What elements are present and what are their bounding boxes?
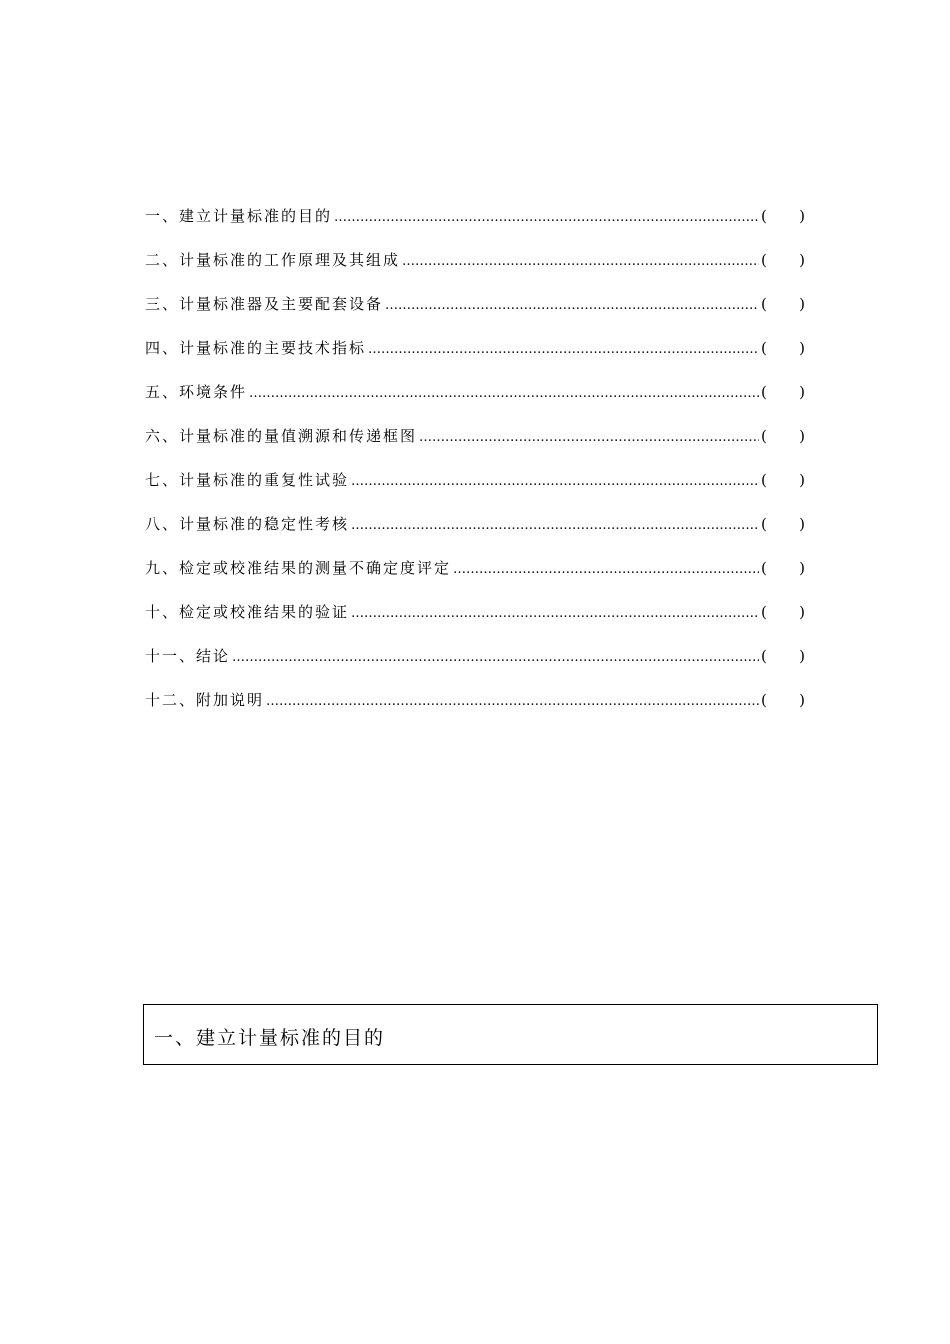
toc-dot-leader <box>351 518 759 533</box>
toc-item-title: 九、检定或校准结果的测量不确定度评定 <box>145 559 452 577</box>
open-paren: ( <box>761 383 767 401</box>
toc-page-slot <box>761 559 805 577</box>
close-paren: ) <box>799 251 805 269</box>
open-paren: ( <box>761 295 767 313</box>
toc-item-title: 十一、结论 <box>145 647 231 665</box>
toc-item-3[interactable] <box>145 293 805 337</box>
toc-item-title: 二、计量标准的工作原理及其组成 <box>145 251 401 269</box>
toc-page-slot <box>761 603 805 621</box>
toc-page-slot <box>761 295 805 313</box>
toc-item-11[interactable] <box>145 645 805 689</box>
toc-item-10[interactable] <box>145 601 805 645</box>
toc-item-title: 八、计量标准的稳定性考核 <box>145 515 350 533</box>
toc-dot-leader <box>334 210 759 225</box>
close-paren: ) <box>799 471 805 489</box>
toc-dot-leader <box>351 606 759 621</box>
open-paren: ( <box>761 647 767 665</box>
close-paren: ) <box>799 515 805 533</box>
toc-item-4[interactable] <box>145 337 805 381</box>
toc-dot-leader <box>419 430 759 445</box>
toc-item-6[interactable] <box>145 425 805 469</box>
toc-item-1[interactable] <box>145 205 805 249</box>
open-paren: ( <box>761 559 767 577</box>
toc-item-7[interactable] <box>145 469 805 513</box>
toc-item-8[interactable] <box>145 513 805 557</box>
toc-page-slot <box>761 383 805 401</box>
close-paren: ) <box>799 647 805 665</box>
toc-item-title: 六、计量标准的量值溯源和传递框图 <box>145 427 418 445</box>
close-paren: ) <box>799 603 805 621</box>
toc-item-title: 四、计量标准的主要技术指标 <box>145 339 367 357</box>
open-paren: ( <box>761 207 767 225</box>
open-paren: ( <box>761 251 767 269</box>
toc-page-slot <box>761 471 805 489</box>
open-paren: ( <box>761 471 767 489</box>
open-paren: ( <box>761 515 767 533</box>
toc-item-title: 十、检定或校准结果的验证 <box>145 603 350 621</box>
close-paren: ) <box>799 207 805 225</box>
toc-dot-leader <box>266 694 759 709</box>
toc-page-slot <box>761 339 805 357</box>
toc-page-slot <box>761 691 805 709</box>
toc-item-title: 七、计量标准的重复性试验 <box>145 471 350 489</box>
toc-item-5[interactable] <box>145 381 805 425</box>
toc-page-slot <box>761 427 805 445</box>
toc-item-2[interactable] <box>145 249 805 293</box>
toc-item-title: 五、环境条件 <box>145 383 248 401</box>
open-paren: ( <box>761 427 767 445</box>
toc-dot-leader <box>402 254 759 269</box>
close-paren: ) <box>799 427 805 445</box>
toc-dot-leader <box>368 342 759 357</box>
toc-dot-leader <box>453 562 759 577</box>
open-paren: ( <box>761 603 767 621</box>
close-paren: ) <box>799 691 805 709</box>
toc-page-slot <box>761 647 805 665</box>
toc-item-title: 十二、附加说明 <box>145 691 265 709</box>
section-heading: 一、建立计量标准的目的 <box>154 1027 386 1049</box>
close-paren: ) <box>799 295 805 313</box>
toc-dot-leader <box>351 474 759 489</box>
toc-page-slot <box>761 251 805 269</box>
toc-dot-leader <box>232 650 759 665</box>
toc-item-9[interactable] <box>145 557 805 601</box>
close-paren: ) <box>799 339 805 357</box>
toc-item-12[interactable] <box>145 689 805 733</box>
toc-dot-leader <box>385 298 759 313</box>
table-of-contents <box>145 205 805 733</box>
toc-dot-leader <box>249 386 759 401</box>
toc-item-title: 一、建立计量标准的目的 <box>145 207 333 225</box>
toc-page-slot <box>761 515 805 533</box>
open-paren: ( <box>761 339 767 357</box>
open-paren: ( <box>761 691 767 709</box>
toc-item-title: 三、计量标准器及主要配套设备 <box>145 295 384 313</box>
toc-page-slot <box>761 207 805 225</box>
close-paren: ) <box>799 559 805 577</box>
section-heading-box <box>143 1004 878 1065</box>
close-paren: ) <box>799 383 805 401</box>
